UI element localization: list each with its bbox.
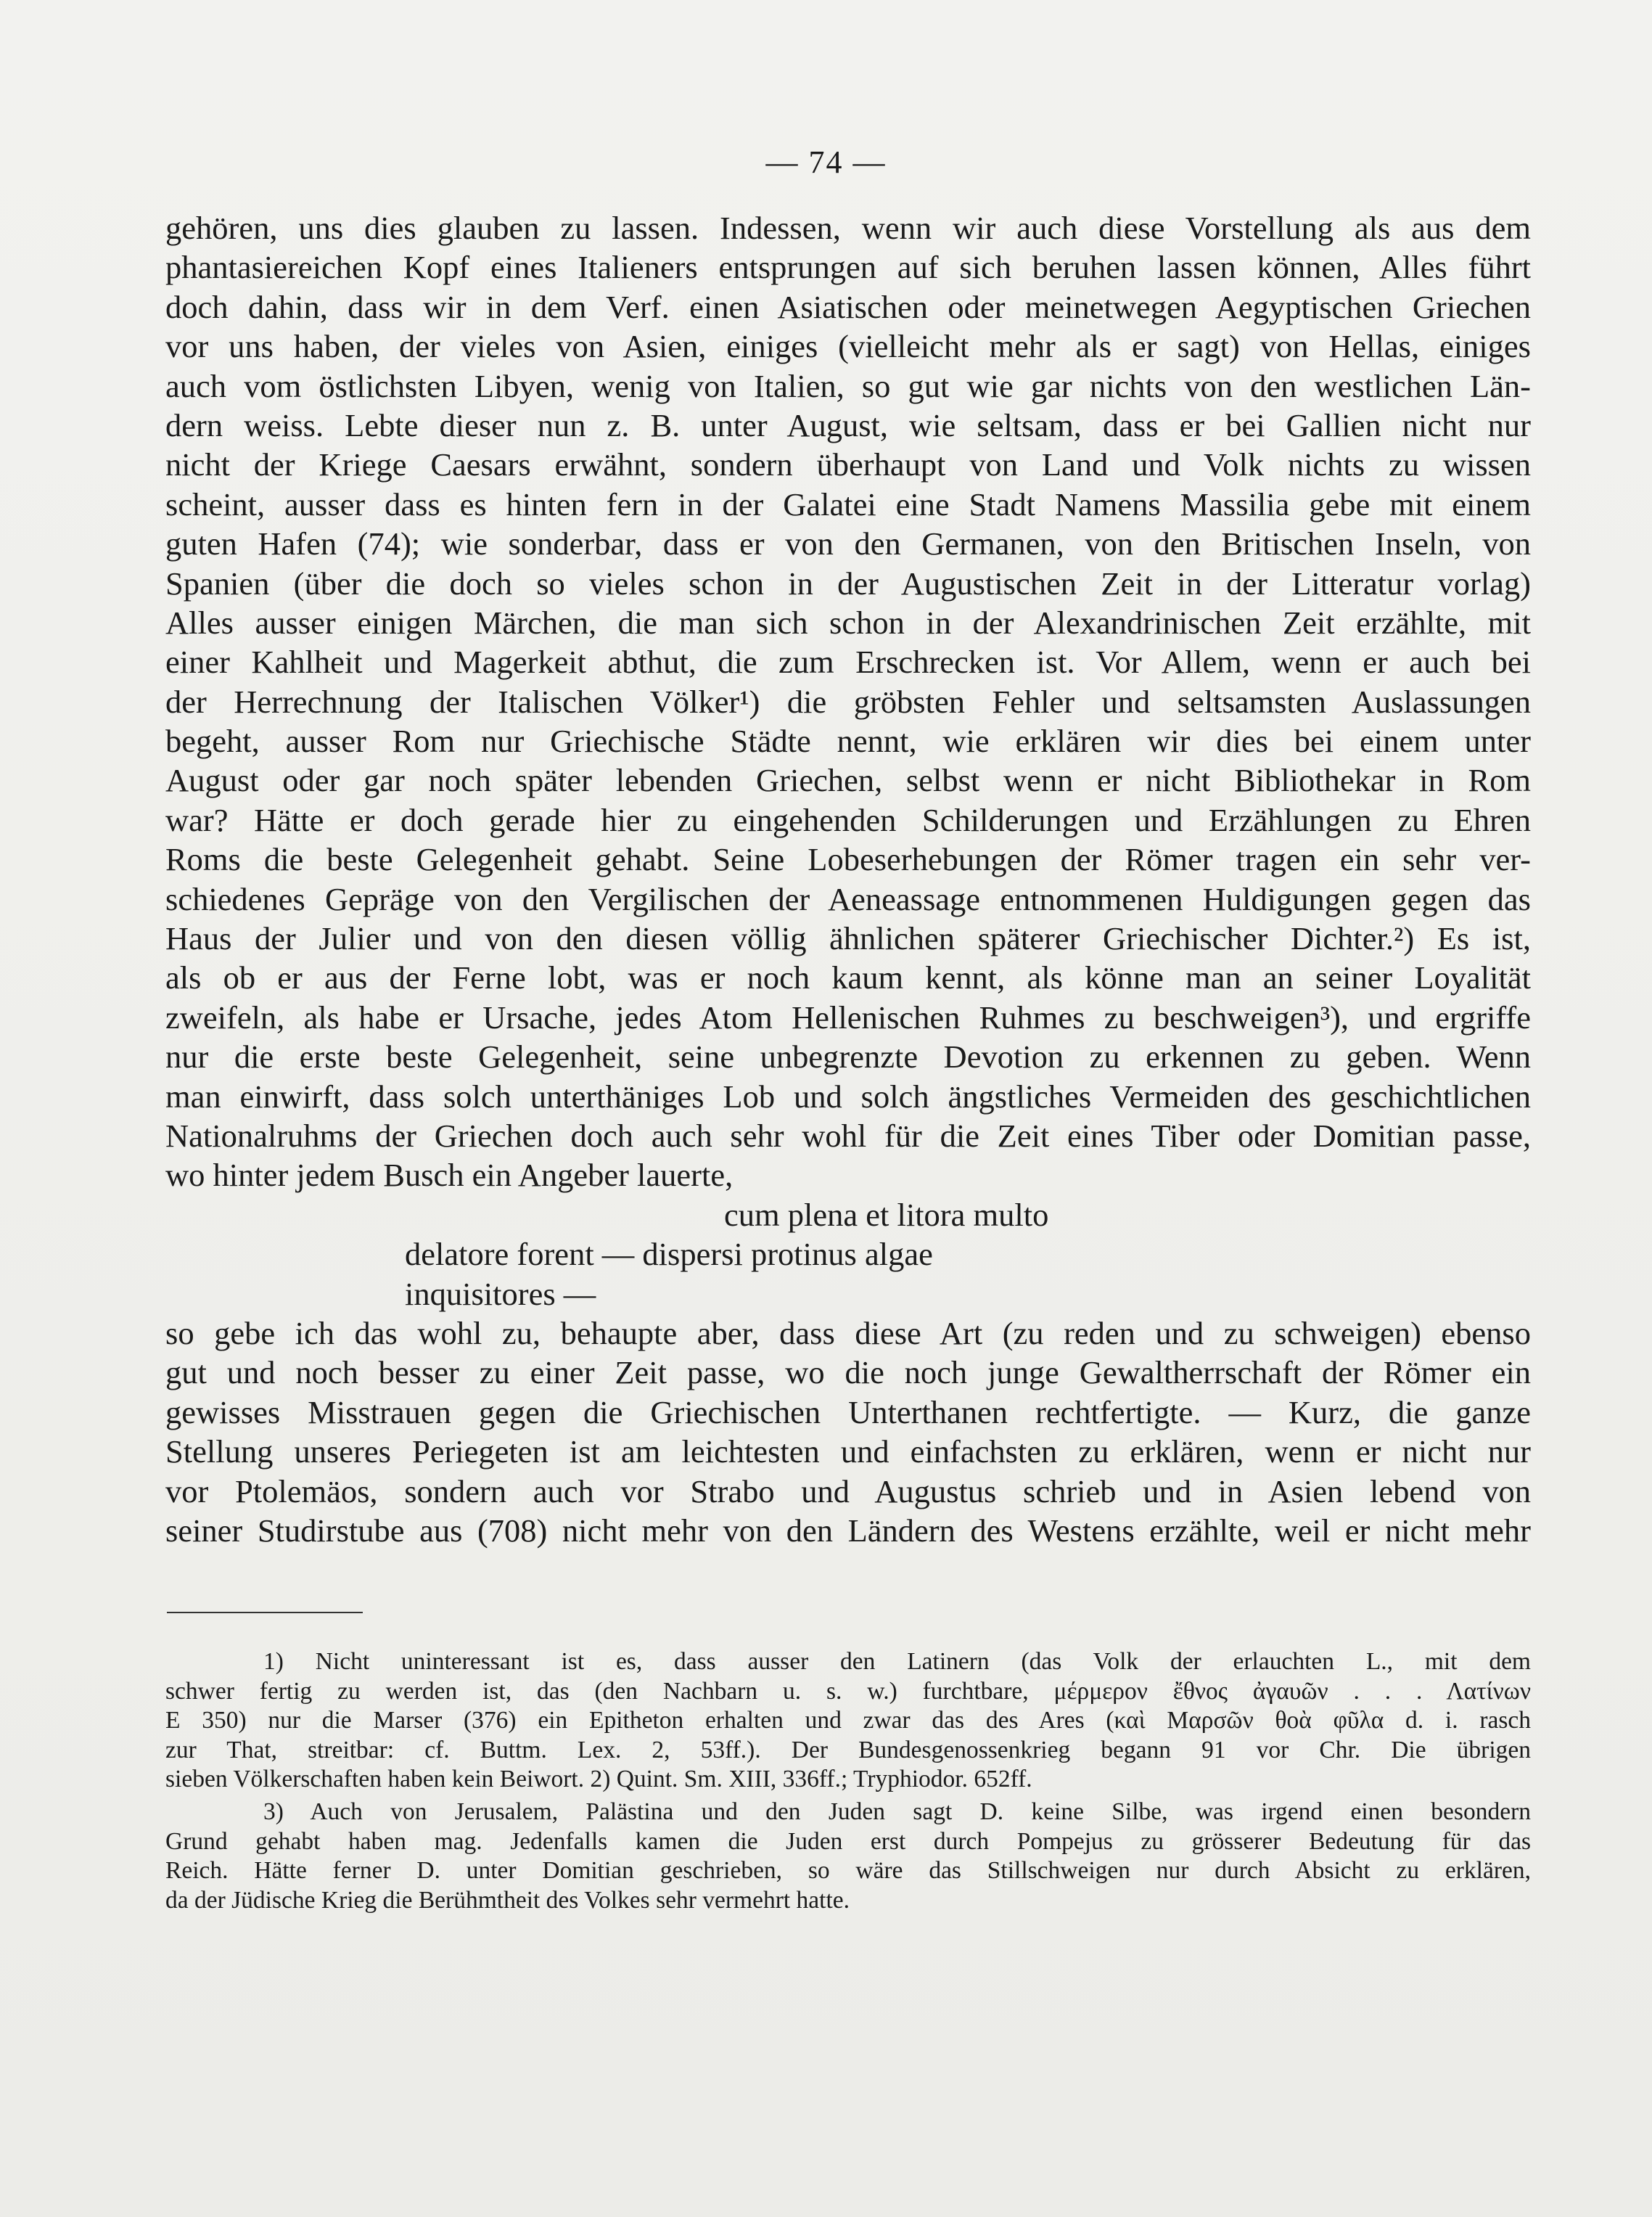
text-line: vor Ptolemäos, sondern auch vor Strabo und Augustus schrieb und in Asien lebend von [165, 1472, 1531, 1509]
footnote-separator [167, 1612, 363, 1613]
text-line: so gebe ich das wohl zu, behaupte aber, dass diese Art (zu reden und zu schweigen) ebenso [165, 1314, 1531, 1351]
footnote-line: Grund gehabt haben mag. Jedenfalls kamen die Juden erst durch Pompejus zu grösserer Bedeutung für das [165, 1827, 1531, 1855]
main-text [165, 208, 1531, 1550]
text-line: Nationalruhms der Griechen doch auch sehr wohl für die Zeit eines Tiber oder Domitian passe, [165, 1117, 1531, 1154]
text-line: gehören, uns dies glauben zu lassen. Indessen, wenn wir auch diese Vorstellung als aus dem [165, 210, 1531, 246]
footnote-line: schwer fertig zu werden ist, das (den Nachbarn u. s. w.) furchtbare, μέρμερον ἔθνος ἀγαυῶν . . . Λατίνων [165, 1677, 1531, 1705]
text-line: Spanien (über die doch so vieles schon in der Augustischen Zeit in der Litteratur vorlag) [165, 565, 1531, 602]
text-line: war? Hätte er doch gerade hier zu eingehenden Schilderungen und Erzählungen zu Ehren [165, 801, 1531, 838]
text-line: wo hinter jedem Busch ein Angeber lauerte, [165, 1157, 733, 1194]
text-line: vor uns haben, der vieles von Asien, einiges (vielleicht mehr als er sagt) von Hellas, einiges [165, 328, 1531, 365]
text-line: phantasiereichen Kopf eines Italieners entsprungen auf sich beruhen lassen können, Alles führt [165, 249, 1531, 286]
text-line: August oder gar noch später lebenden Griechen, selbst wenn er nicht Bibliothekar in Rom [165, 762, 1531, 799]
text-line: Haus der Julier und von den diesen völlig ähnlichen späterer Griechischer Dichter.²) Es ist, [165, 920, 1531, 957]
text-line: dern weiss. Lebte dieser nun z. B. unter August, wie seltsam, dass er bei Gallien nicht nur [165, 406, 1531, 443]
text-line: als ob er aus der Ferne lobt, was er noch kaum kennt, als könne man an seiner Loyalität [165, 959, 1531, 996]
text-line: scheint, ausser dass es hinten fern in der Galatei eine Stadt Namens Massilia gebe mit einem [165, 485, 1531, 523]
text-line: nicht der Kriege Caesars erwähnt, sondern überhaupt von Land und Volk nichts zu wissen [165, 446, 1531, 483]
footnote-line: 3) Auch von Jerusalem, Palästina und den Juden sagt D. keine Silbe, was irgend einen besondern [263, 1798, 1531, 1825]
text-line: Roms die beste Gelegenheit gehabt. Seine Lobeserhebungen der Römer tragen ein sehr ver- [165, 841, 1531, 878]
footnotes [165, 1647, 1531, 1915]
text-line: man einwirft, dass solch unterthäniges Lob und solch ängstliches Vermeiden des geschichtlichen [165, 1078, 1531, 1115]
text-line: begeht, ausser Rom nur Griechische Städte nennt, wie erklären wir dies bei einem unter [165, 723, 1531, 760]
verse-line: cum plena et litora multo [724, 1196, 1049, 1233]
footnote-line: da der Jüdische Krieg die Berühmtheit des Volkes sehr vermehrt hatte. [165, 1886, 850, 1914]
text-line: auch vom östlichsten Libyen, wenig von Italien, so gut wie gar nichts von den westlichen Län- [165, 367, 1531, 404]
footnote-line: Reich. Hätte ferner D. unter Domitian geschrieben, so wäre das Stillschweigen nur durch Absicht zu erklären, [165, 1857, 1531, 1885]
text-line: der Herrechnung der Italischen Völker¹) die gröbsten Fehler und seltsamsten Auslassungen [165, 683, 1531, 720]
text-line: Stellung unseres Periegeten ist am leichtesten und einfachsten zu erklären, wenn er nicht nur [165, 1433, 1531, 1470]
text-line: Alles ausser einigen Märchen, die man sich schon in der Alexandrinischen Zeit erzählte, mit [165, 604, 1531, 641]
text-line: guten Hafen (74); wie sonderbar, dass er von den Germanen, von den Britischen Inseln, von [165, 525, 1531, 562]
verse-line: inquisitores — [405, 1275, 596, 1312]
text-line: gut und noch besser zu einer Zeit passe, wo die noch junge Gewaltherrschaft der Römer ein [165, 1354, 1531, 1391]
footnote-line: E 350) nur die Marser (376) ein Epitheton erhalten und zwar das des Ares (καὶ Μαρσῶν θοὰ φῦλα d. i. rasch [165, 1707, 1531, 1734]
text-line: seiner Studirstube aus (708) nicht mehr von den Ländern des Westens erzählte, weil er nicht mehr [165, 1512, 1531, 1549]
verse-line: delatore forent — dispersi protinus algae [405, 1236, 933, 1273]
footnote-line: sieben Völkerschaften haben kein Beiwort. 2) Quint. Sm. XIII, 336ff.; Tryphiodor. 652ff. [165, 1766, 1032, 1793]
text-line: nur die erste beste Gelegenheit, seine unbegrenzte Devotion zu erkennen zu geben. Wenn [165, 1038, 1531, 1075]
page-number: — 74 — [765, 144, 887, 180]
text-line: einer Kahlheit und Magerkeit abthut, die zum Erschrecken ist. Vor Allem, wenn er auch bei [165, 644, 1531, 681]
text-line: schiedenes Gepräge von den Vergilischen der Aeneassage entnommenen Huldigungen gegen das [165, 880, 1531, 917]
text-line: zweifeln, als habe er Ursache, jedes Atom Hellenischen Ruhmes zu beschweigen³), und ergriffe [165, 999, 1531, 1036]
footnote-line: 1) Nicht uninteressant ist es, dass ausser den Latinern (das Volk der erlauchten L., mit dem [263, 1648, 1531, 1675]
footnote-line: zur That, streitbar: cf. Buttm. Lex. 2, 53ff.). Der Bundesgenossenkrieg begann 91 vor Chr. Die übrigen [165, 1736, 1531, 1763]
text-line: doch dahin, dass wir in dem Verf. einen Asiatischen oder meinetwegen Aegyptischen Griechen [165, 288, 1531, 325]
text-line: gewisses Misstrauen gegen die Griechischen Unterthanen rechtfertigte. — Kurz, die ganze [165, 1393, 1531, 1430]
